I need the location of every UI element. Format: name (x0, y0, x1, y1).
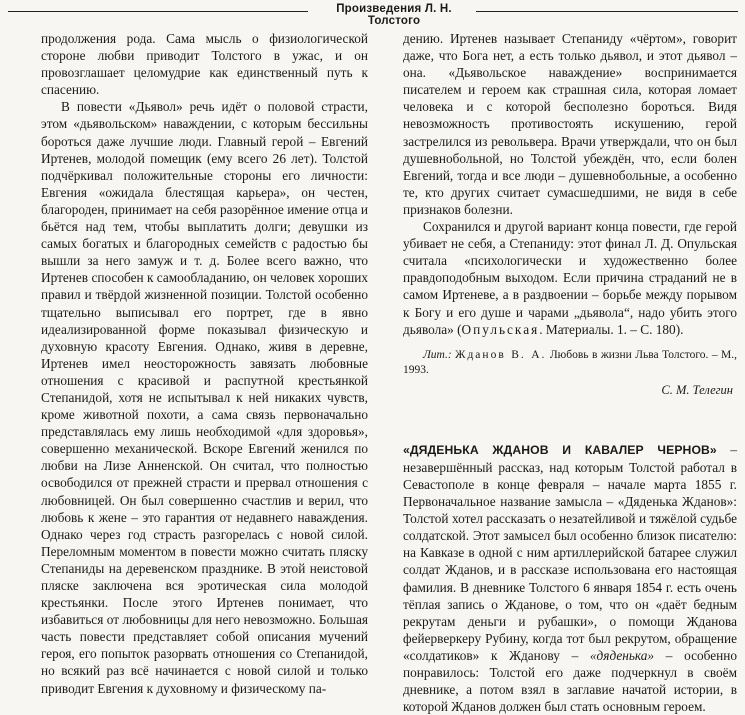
lit-label: Лит.: (423, 348, 452, 361)
running-header (0, 0, 745, 27)
entry-title: «ДЯДЕНЬКА ЖДАНОВ И КАВАЛЕР ЧЕРНОВ» (403, 442, 717, 457)
entry-body-2: – особенно понравилось: Толстой его даже подчеркнул в своём дневнике, а потом взял в заглавие начатой истории, в которой Жданов должен был стать основным героем. (403, 647, 737, 715)
header-rule-left (8, 11, 308, 12)
cited-author: Опульская (461, 321, 540, 337)
header-title: Произведения Л. Н. Толстого (336, 3, 452, 27)
left-column (41, 30, 368, 697)
entry-paragraph (403, 441, 737, 715)
entry-body-1: – незавершённый рассказ, над которым Толстой работал в Севастополе в конце февраля – начале марта 1855 г. Первоначальное название замысла – «Дяденька Жданов»: Толстой хотел рассказать о незатейливой и тяжёлой судьбе солдатской. Этот замысел был особенно близок писателю: на Кавказе в одной с ним артиллерийской батарее служил солдат Жданов, и в рассказе использована его настоящая фамилия. В дневнике Толстого 6 января 1854 г. есть очень тёплая запись о Жданове, о том, что он «даёт бедным рекрутам деньги и рубашки», о помощи Жданова фейерверкеру Рубину, когда тот был рекрутом, обращение «солдатиков» к Жданову – (403, 441, 737, 663)
paragraph-text: Сохранился и другой вариант конца повести, где герой убивает не себя, а Степаниду: этот финал Л. Д. Опульская считала «психологически и художественно более правдоподобным выходом. Если причина страданий не в самом Иртеневе, а в раздвоении – борьбе между порывом к Богу и его душе и чарами „дьявола“, надо убить этого дьявола» ( (403, 219, 737, 337)
left-paragraph-1: продолжения рода. Сама мысль о физиологической стороне любви приводит Толстого в ужас, и он провозглашает целомудрие как единственный путь к спасению. (41, 31, 368, 98)
lit-title: Любовь в жизни Льва Толстого. – М., 1993. (403, 348, 737, 376)
entry-italic: «дяденька» (589, 647, 655, 663)
left-paragraph-2: В повести «Дьявол» речь идёт о половой страсти, этом «дьявольском» наваждении, с которым бессильны бороться даже лучшие люди. Главный герой – Евгений Иртенев, молодой помещик (ему всего 26 лет). Толстой подчёркивал положительные стороны его личности: Евгения «ожидала блестящая карьера», он честен, благороден, принимает на себя разорённое имение отца и бьётся над тем, чтобы выплатить долги; девушки из самых богатых и благородных семейств с радостью бы вышли за него замуж и т. д. Более всего важно, что Иртенев способен к самообладанию, он человек хороших правил и твёрдой жизненной позиции. Толстой особенно тщательно выписывал его портрет, где в явно идеализированной форме показывал физическую и духовную красоту Евгения. Однако, живя в деревне, Иртенев имел неосторожность завязать любовные отношения с красивой и распутной крестьянкой Степанидой, хотя не испытывал к ней никаких чувств, кроме животной похоти, а сама связь первоначально представлялась ему лишь необходимой «для здоровья», совершенно механической. Вскоре Евгений женился по любви на Лизе Анненской. Он считал, что полностью освободился от прежней страсти и прервал отношения с любовницей. Он был совершенно счастлив и верил, что любовь к жене – это гарантия от недавнего наваждения. Однако через год страсть разгорелась с новой силой. Переломным моментом в повести можно считать пляску Степаниды на деревенском празднике. В этой неистовой пляске заключена вся эротическая сила молодой крестьянки. После этого Иртенев понимает, что избавиться от любовницы для него невозможно. Большая часть повести представляет собой описания мучений героя, его попыток разорвать отношения со Степанидой, но всякий раз всё начинается с новой силой и только приводит Евгения к духовному и физическому па- (41, 99, 368, 696)
right-paragraph-2 (403, 218, 737, 338)
right-paragraph-1: дению. Иртенев называет Степаниду «чёртом», говорит даже, что Бога нет, а есть только дьявол, и этот дьявол – она. «Дьявольское наваждение» воспринимается писателем и героем как страшная сила, которая ломает человека и с которой бесполезно бороться. Видя невозможность противостоять искушению, герой застрелился из револьвера. Врачи утверждали, что он был душевнобольной, но Толстой убеждён, что, если болен Евгений, тогда и все люди – душевнобольные, а особенно те, кто других считает сумасшедшими, не видя в себе признаков болезни. (403, 31, 737, 217)
literature-reference (403, 348, 737, 378)
header-rule-right (476, 11, 738, 12)
citation-ref: . Материалы. 1. – С. 180). (539, 321, 684, 337)
right-column (403, 30, 737, 715)
lit-author: Жданов В. А. (455, 348, 547, 361)
article-signature: С. М. Телегин (661, 382, 733, 397)
